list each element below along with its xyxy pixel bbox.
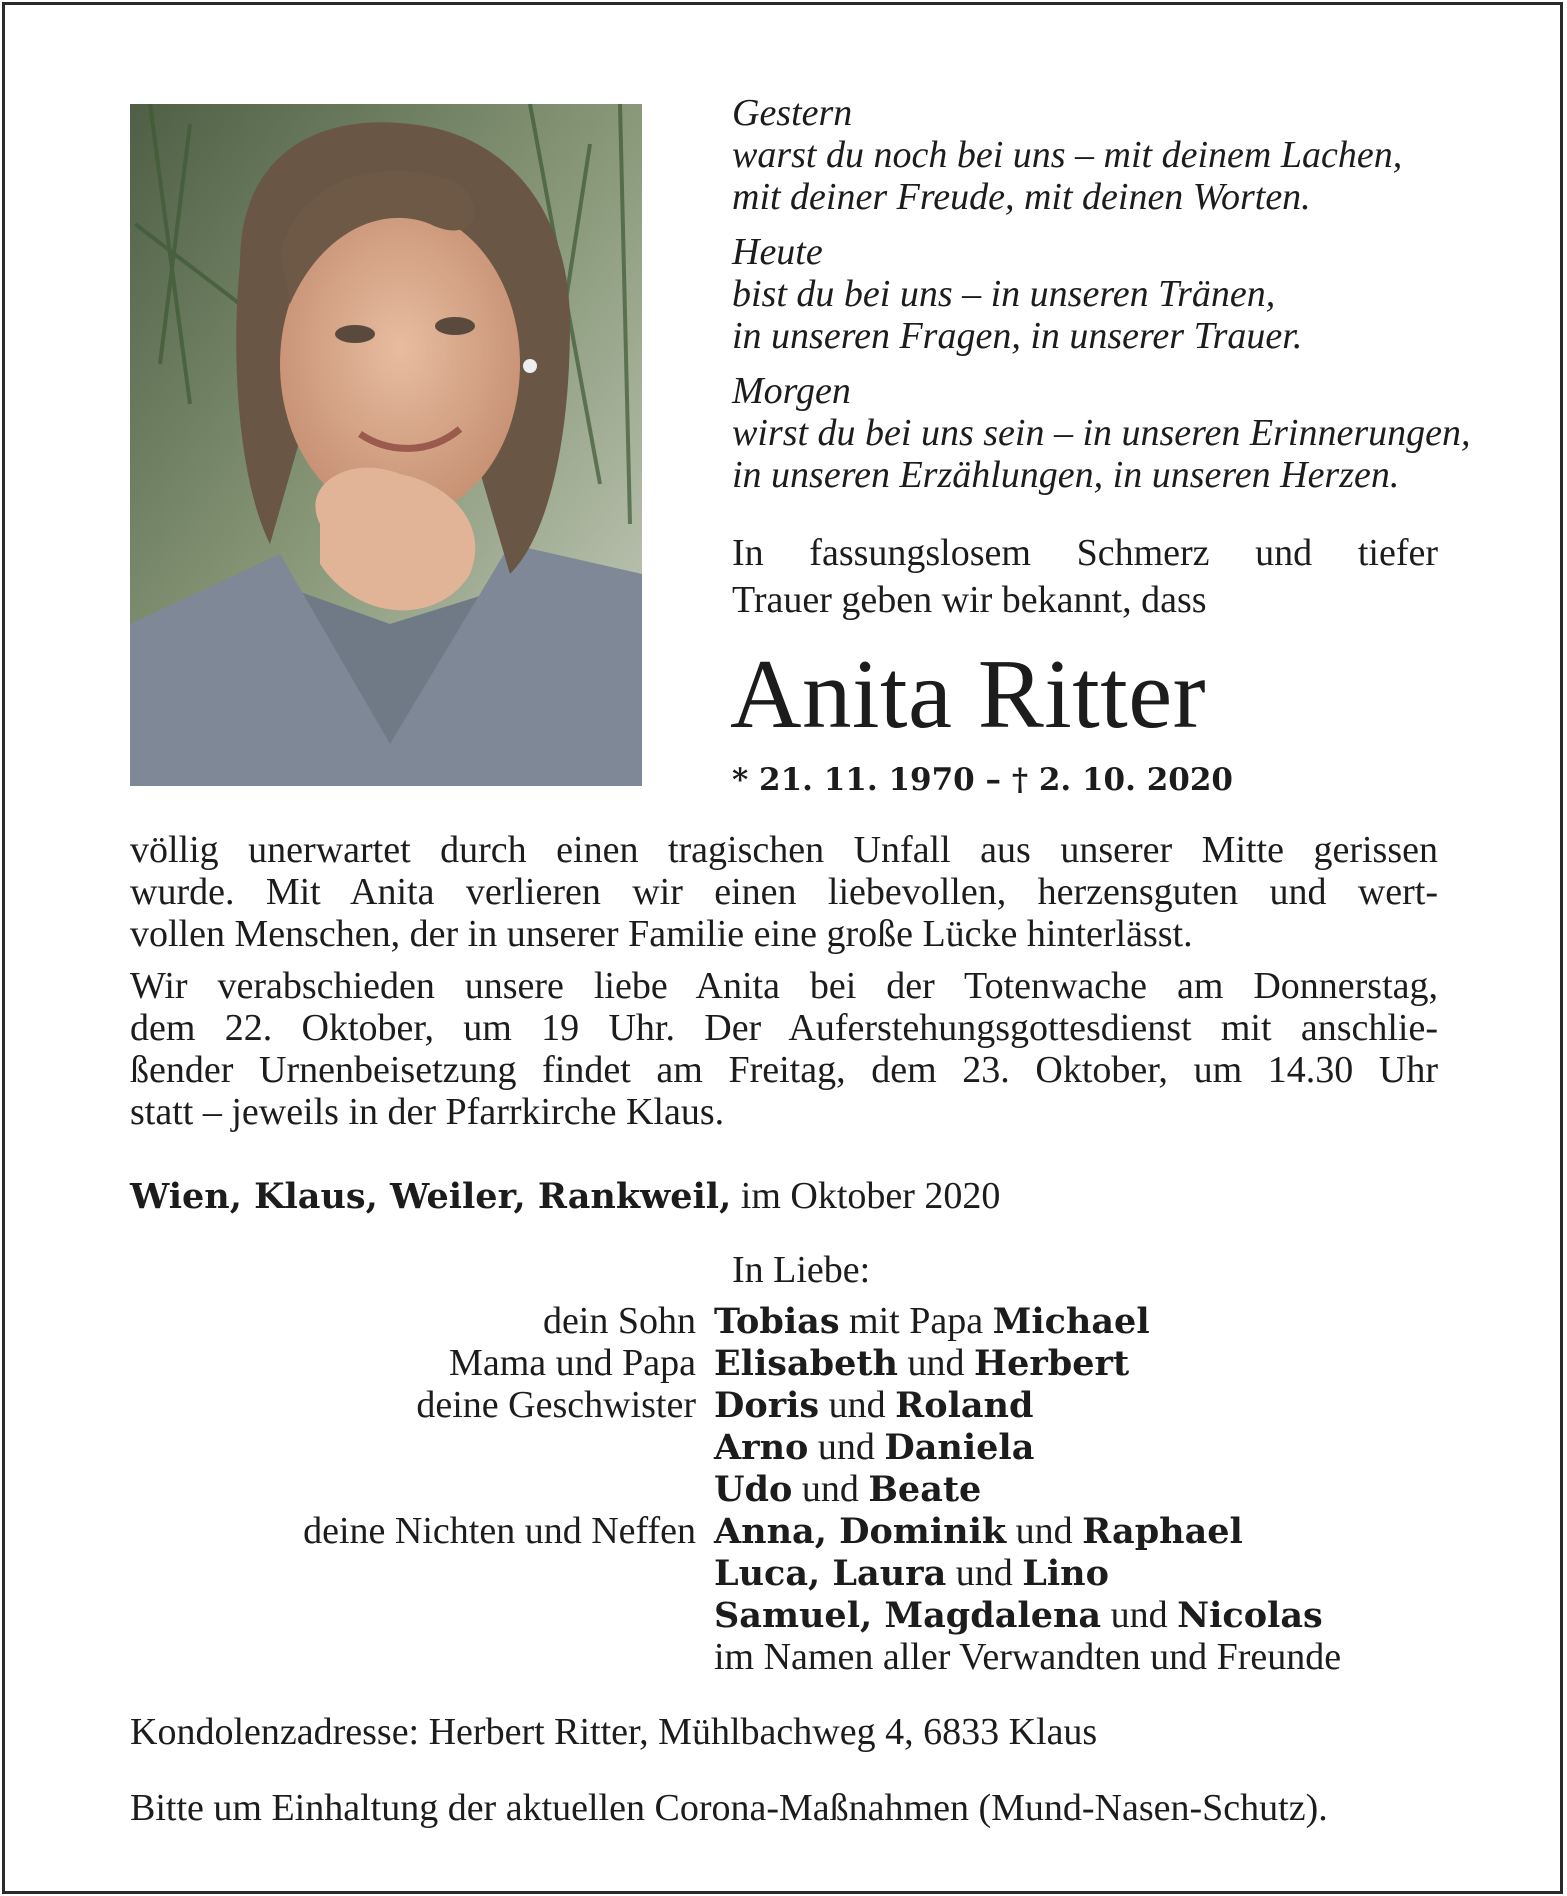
mourner-connector: im Namen aller Verwandten und Freunde <box>714 1636 1342 1678</box>
mourner-row <box>130 1384 1530 1426</box>
mourner-names <box>714 1552 1514 1594</box>
mourner-name: Herbert <box>974 1343 1130 1384</box>
mourner-relation <box>130 1552 714 1594</box>
place-towns: Wien, Klaus, Weiler, Rankweil, <box>130 1176 732 1217</box>
mourner-name: Tobias <box>714 1301 840 1342</box>
mourner-name: Arno <box>714 1427 809 1468</box>
mourner-row <box>130 1468 1530 1510</box>
mourner-relation <box>130 1426 714 1468</box>
mourner-row <box>130 1342 1530 1384</box>
mourner-name: Anna, Dominik <box>714 1511 1007 1552</box>
poem-line: bist du bei uns – in unseren Tränen, <box>732 273 1276 315</box>
mourner-name: Elisabeth <box>714 1343 899 1384</box>
poem-line: Gestern <box>732 92 853 134</box>
mourner-row <box>130 1636 1530 1678</box>
life-dates: * 21. 11. 1970 – † 2. 10. 2020 <box>732 762 1233 798</box>
mourner-name: Lino <box>1022 1553 1109 1594</box>
mourner-row <box>130 1300 1530 1342</box>
mourner-relation: deine Geschwister <box>416 1384 696 1426</box>
body-line: Wir verabschieden unsere liebe Anita bei der Totenwache am Donnerstag, <box>130 965 1438 1007</box>
poem <box>732 92 1512 509</box>
body-line: wurde. Mit Anita verlieren wir einen liebevollen, herzensguten und wert- <box>130 871 1438 913</box>
mourner-name: Beate <box>868 1469 982 1510</box>
mourner-name: Luca, Laura <box>714 1553 947 1594</box>
mourner-connector: mit Papa <box>839 1300 993 1342</box>
mourner-connector: und <box>898 1342 975 1384</box>
mourner-relation: dein Sohn <box>542 1300 696 1342</box>
mourner-names <box>714 1384 1514 1426</box>
mourner-relation <box>130 1636 714 1678</box>
mourner-connector: und <box>1101 1594 1178 1636</box>
body-line: ßender Urnenbeisetzung findet am Freitag, dem 23. Oktober, um 14.30 Uhr <box>130 1049 1438 1091</box>
in-liebe-label: In Liebe: <box>732 1249 871 1291</box>
poem-line: in unseren Fragen, in unserer Trauer. <box>732 315 1303 357</box>
poem-line: wirst du bei uns sein – in unseren Erinnerungen, <box>732 412 1471 454</box>
condolence-address: Kondolenzadresse: Herbert Ritter, Mühlbachweg 4, 6833 Klaus <box>130 1711 1098 1753</box>
mourner-relation <box>130 1594 714 1636</box>
corona-notice: Bitte um Einhaltung der aktuellen Corona-Maßnahmen (Mund-Nasen-Schutz). <box>130 1787 1328 1829</box>
mourner-names <box>714 1468 1514 1510</box>
mourner-names <box>714 1510 1514 1552</box>
poem-stanza-tomorrow <box>732 370 1512 496</box>
poem-line: Heute <box>732 231 823 273</box>
deceased-name: Anita Ritter <box>730 640 1207 749</box>
mourner-name: Raphael <box>1082 1511 1243 1552</box>
poem-line: Morgen <box>732 370 851 412</box>
mourner-connector: und <box>792 1468 869 1510</box>
body-paragraph <box>130 965 1438 1133</box>
mourner-connector: und <box>946 1552 1023 1594</box>
place-and-date <box>130 1174 1000 1218</box>
body-paragraph <box>130 829 1438 955</box>
mourner-names <box>714 1342 1514 1384</box>
mourner-name: Daniela <box>884 1427 1035 1468</box>
mourner-name: Udo <box>714 1469 793 1510</box>
mourner-relation: Mama und Papa <box>449 1342 696 1384</box>
mourner-name: Roland <box>895 1385 1034 1426</box>
mourner-names <box>714 1300 1514 1342</box>
intro-line: In fassungslosem Schmerz und tiefer <box>732 532 1438 574</box>
mourner-row <box>130 1426 1530 1468</box>
poem-stanza-today <box>732 231 1512 357</box>
body-line: dem 22. Oktober, um 19 Uhr. Der Auferstehungsgottesdienst mit anschlie- <box>130 1007 1438 1049</box>
announcement-intro <box>732 530 1438 624</box>
intro-line: Trauer geben wir bekannt, dass <box>732 579 1207 621</box>
place-date: im Oktober 2020 <box>731 1175 1001 1217</box>
mourner-row <box>130 1594 1530 1636</box>
mourner-name: Doris <box>714 1385 820 1426</box>
poem-line: warst du noch bei uns – mit deinem Lachen, <box>732 134 1403 176</box>
mourner-name: Michael <box>992 1301 1150 1342</box>
mourner-names <box>714 1594 1514 1636</box>
poem-line: in unseren Erzählungen, in unseren Herzen. <box>732 454 1400 496</box>
mourners-list <box>130 1300 1530 1678</box>
mourner-name: Samuel, Magdalena <box>714 1595 1102 1636</box>
mourner-connector: und <box>1006 1510 1083 1552</box>
mourner-row <box>130 1510 1530 1552</box>
body-line: statt – jeweils in der Pfarrkirche Klaus. <box>130 1091 725 1133</box>
poem-stanza-yesterday <box>732 92 1512 218</box>
body-line: völlig unerwartet durch einen tragischen Unfall aus unserer Mitte gerissen <box>130 829 1438 871</box>
poem-line: mit deiner Freude, mit deinen Worten. <box>732 176 1311 218</box>
mourner-names <box>714 1426 1514 1468</box>
mourner-names <box>714 1636 1514 1678</box>
announcement-body <box>130 829 1438 1143</box>
body-line: vollen Menschen, der in unserer Familie eine große Lücke hinterlässt. <box>130 913 1193 955</box>
mourner-relation: deine Nichten und Neffen <box>303 1510 696 1552</box>
mourner-relation <box>130 1468 714 1510</box>
mourner-connector: und <box>808 1426 885 1468</box>
portrait-photo <box>130 104 642 786</box>
mourner-connector: und <box>819 1384 896 1426</box>
mourner-name: Nicolas <box>1177 1595 1323 1636</box>
mourner-row <box>130 1552 1530 1594</box>
